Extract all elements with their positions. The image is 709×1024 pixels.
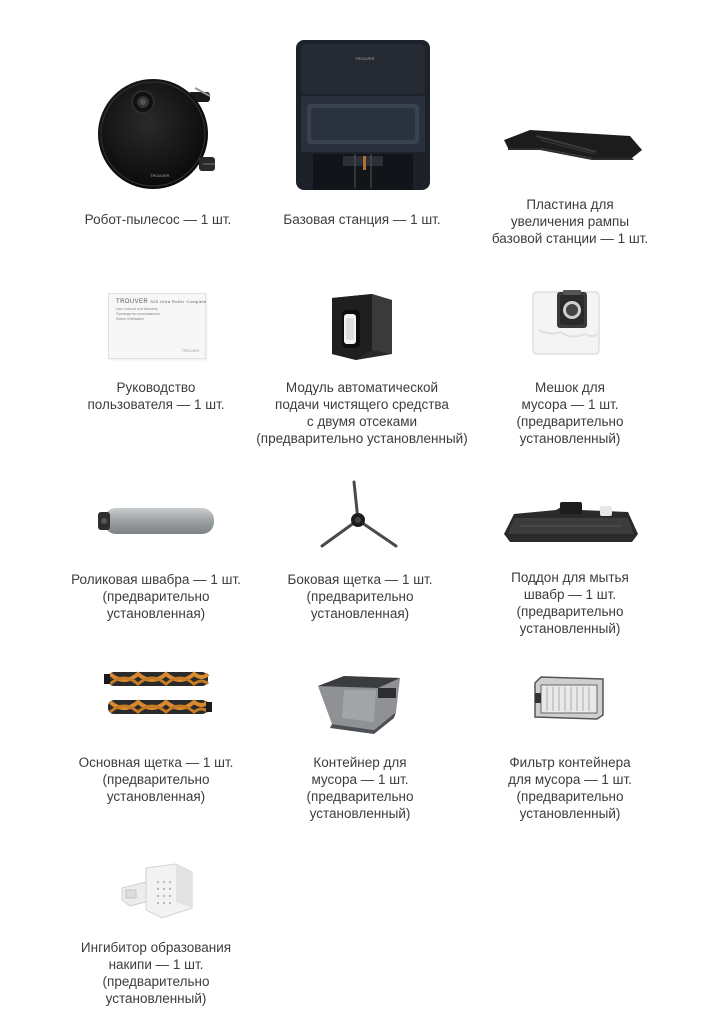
robot-caption: Робот-пылесос — 1 шт. [84, 212, 232, 227]
filter-image [531, 675, 607, 721]
dustbin-image [314, 672, 404, 734]
robot-vacuum-image [95, 72, 220, 197]
dust-bag-image [531, 290, 601, 356]
manual-line-3: Notice d'utilisation [116, 317, 145, 321]
dustbin-caption: Контейнер для мусора — 1 шт. (предварительно установленный) [306, 755, 414, 821]
manual-caption: Руководство пользователя — 1 шт. [87, 380, 225, 412]
robot-brand: TROUVER [150, 173, 170, 178]
station-brand: TROUVER [355, 56, 375, 61]
station-caption: Базовая станция — 1 шт. [283, 212, 441, 227]
ramp-plate-image [500, 124, 644, 164]
roller-mop-image [96, 506, 216, 536]
ramp-caption: Пластина для увеличения рампы базовой станции — 1 шт. [491, 197, 649, 246]
manual-model: S20 Ultra Roller Complete [150, 299, 207, 304]
filter-caption: Фильтр контейнера для мусора — 1 шт. (предварительно установленный) [508, 755, 632, 821]
manual-footer: TROUVER [181, 349, 199, 353]
manual-line-2: Руководство пользователя [116, 312, 160, 316]
mop-tray-image [500, 500, 642, 548]
descaler-image [118, 862, 198, 924]
side-brush-image [318, 480, 400, 552]
base-station-image [293, 38, 433, 196]
side-brush-caption: Боковая щетка — 1 шт. (предварительно установленная) [287, 572, 433, 621]
descaler-caption: Ингибитор образования накипи — 1 шт. (предварительно установленный) [80, 940, 232, 1006]
main-brush-caption: Основная щетка — 1 шт. (предварительно установленная) [78, 755, 234, 804]
detergent-caption: Модуль автоматической подачи чистящего средства с двумя отсеками (предварительно установленный) [256, 380, 468, 446]
manual-brand: TROUVER [116, 299, 149, 305]
bag-caption: Мешок для мусора — 1 шт. (предварительно установленный) [516, 380, 624, 446]
manual-line-1: User manual and Warranty [116, 307, 158, 311]
manual-image [108, 293, 206, 359]
roller-caption: Роликовая швабра — 1 шт. (предварительно установленная) [71, 572, 241, 621]
main-brush-image [104, 668, 212, 720]
detergent-module-image [326, 290, 398, 362]
mop-tray-caption: Поддон для мытья швабр — 1 шт. (предварительно установленный) [511, 570, 629, 636]
